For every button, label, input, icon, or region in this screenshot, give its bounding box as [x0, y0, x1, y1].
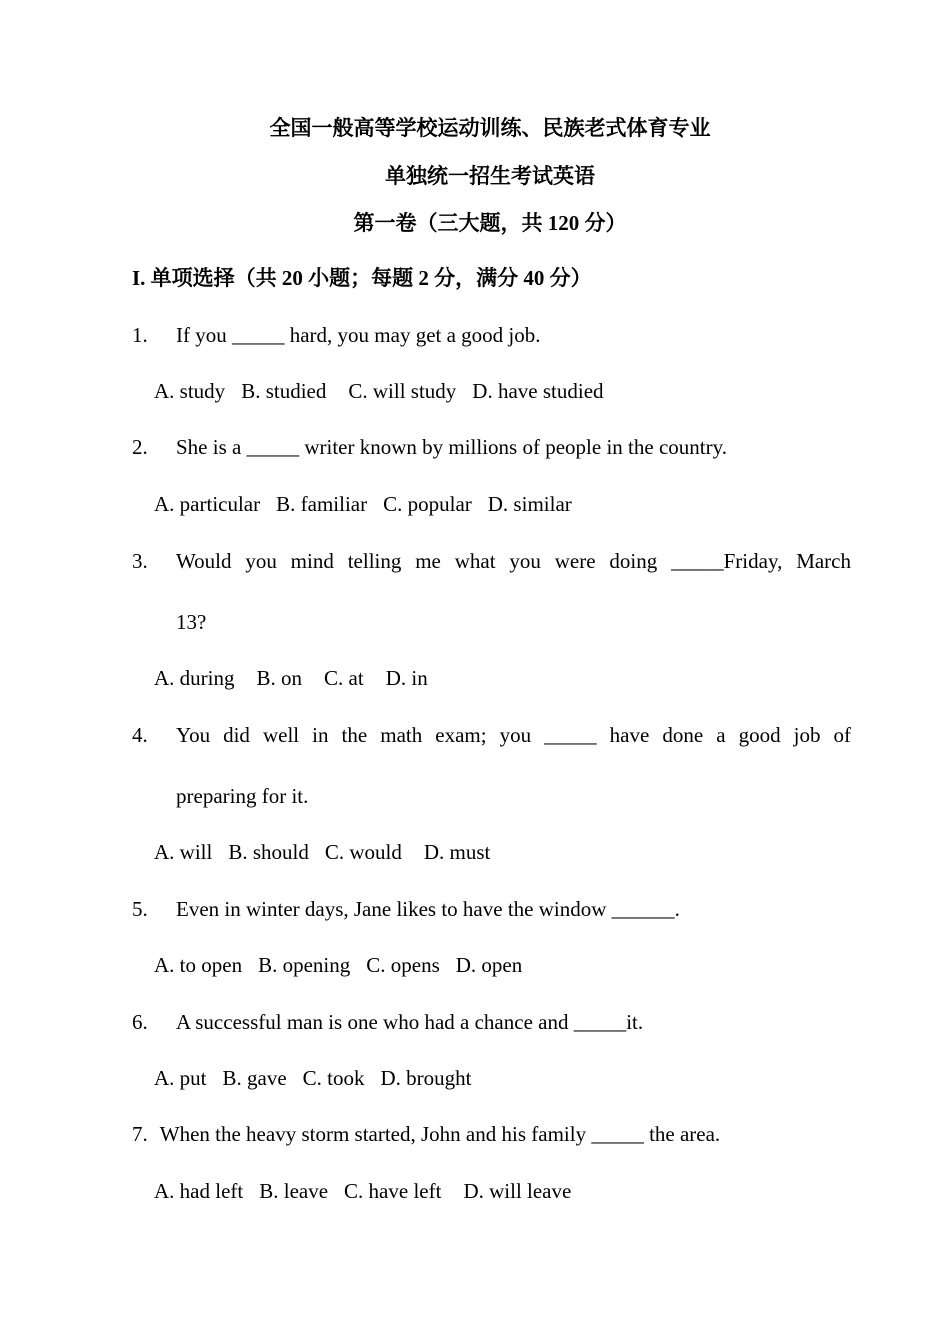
- section-heading: I. 单项选择（共 20 小题；每题 2 分，满分 40 分）: [132, 266, 592, 290]
- option-c: C. popular: [383, 492, 472, 516]
- question-text: You did well in the math exam; you _____ have done a good job of: [176, 723, 851, 747]
- option-d: D. open: [455, 953, 523, 977]
- option-a: A. had left: [154, 1179, 244, 1203]
- question-options: [154, 664, 428, 692]
- option-c: C. would: [324, 840, 402, 864]
- option-b: B. leave: [259, 1179, 329, 1203]
- option-d: D. must: [423, 840, 491, 864]
- question-number: 4.: [132, 723, 148, 747]
- question-number: 6.: [132, 1010, 148, 1034]
- option-a: A. during: [154, 666, 235, 690]
- exam-title-line-2: 单独统一招生考试英语: [385, 164, 595, 188]
- option-a: A. study: [154, 379, 226, 403]
- option-b: B. studied: [241, 379, 327, 403]
- question-text: A successful man is one who had a chance and _____it.: [176, 1010, 644, 1034]
- question-text: When the heavy storm started, John and his family _____ the area.: [159, 1122, 721, 1146]
- option-a: A. put: [154, 1066, 207, 1090]
- question-text: Even in winter days, Jane likes to have the window ______.: [176, 897, 680, 921]
- question-text: If you _____ hard, you may get a good job.: [176, 323, 541, 347]
- question-options: [154, 1064, 472, 1092]
- question-text-continued: preparing for it.: [176, 784, 309, 808]
- option-d: D. similar: [487, 492, 572, 516]
- question-number: 3.: [132, 549, 148, 573]
- option-d: D. have studied: [472, 379, 604, 403]
- option-d: D. brought: [380, 1066, 472, 1090]
- question-options: [154, 1177, 571, 1205]
- question-number: 7.: [132, 1122, 148, 1146]
- question-options: [154, 377, 604, 405]
- question-line: [132, 1120, 720, 1148]
- option-b: B. familiar: [276, 492, 368, 516]
- option-c: C. have left: [344, 1179, 442, 1203]
- question-options: [154, 838, 490, 866]
- option-d: D. will leave: [463, 1179, 572, 1203]
- question-number: 5.: [132, 897, 148, 921]
- option-c: C. will study: [348, 379, 457, 403]
- question-number: 1.: [132, 323, 148, 347]
- option-c: C. at: [324, 666, 364, 690]
- question-text: Would you mind telling me what you were doing _____Friday, March: [176, 549, 851, 573]
- option-a: A. to open: [154, 953, 243, 977]
- option-a: A. will: [154, 840, 213, 864]
- option-b: B. opening: [258, 953, 351, 977]
- question-options: [154, 490, 572, 518]
- exam-paper-part-title: 第一卷（三大题，共 120 分）: [353, 211, 627, 235]
- exam-title-line-1: 全国一般高等学校运动训练、民族老式体育专业: [269, 116, 711, 140]
- option-a: A. particular: [154, 492, 261, 516]
- option-b: B. gave: [222, 1066, 287, 1090]
- option-b: B. on: [256, 666, 303, 690]
- question-text: She is a _____ writer known by millions of people in the country.: [176, 435, 727, 459]
- option-c: C. opens: [366, 953, 440, 977]
- option-d: D. in: [385, 666, 428, 690]
- question-number: 2.: [132, 435, 148, 459]
- option-c: C. took: [302, 1066, 365, 1090]
- question-options: [154, 951, 522, 979]
- option-b: B. should: [228, 840, 309, 864]
- question-text-continued: 13?: [176, 610, 207, 634]
